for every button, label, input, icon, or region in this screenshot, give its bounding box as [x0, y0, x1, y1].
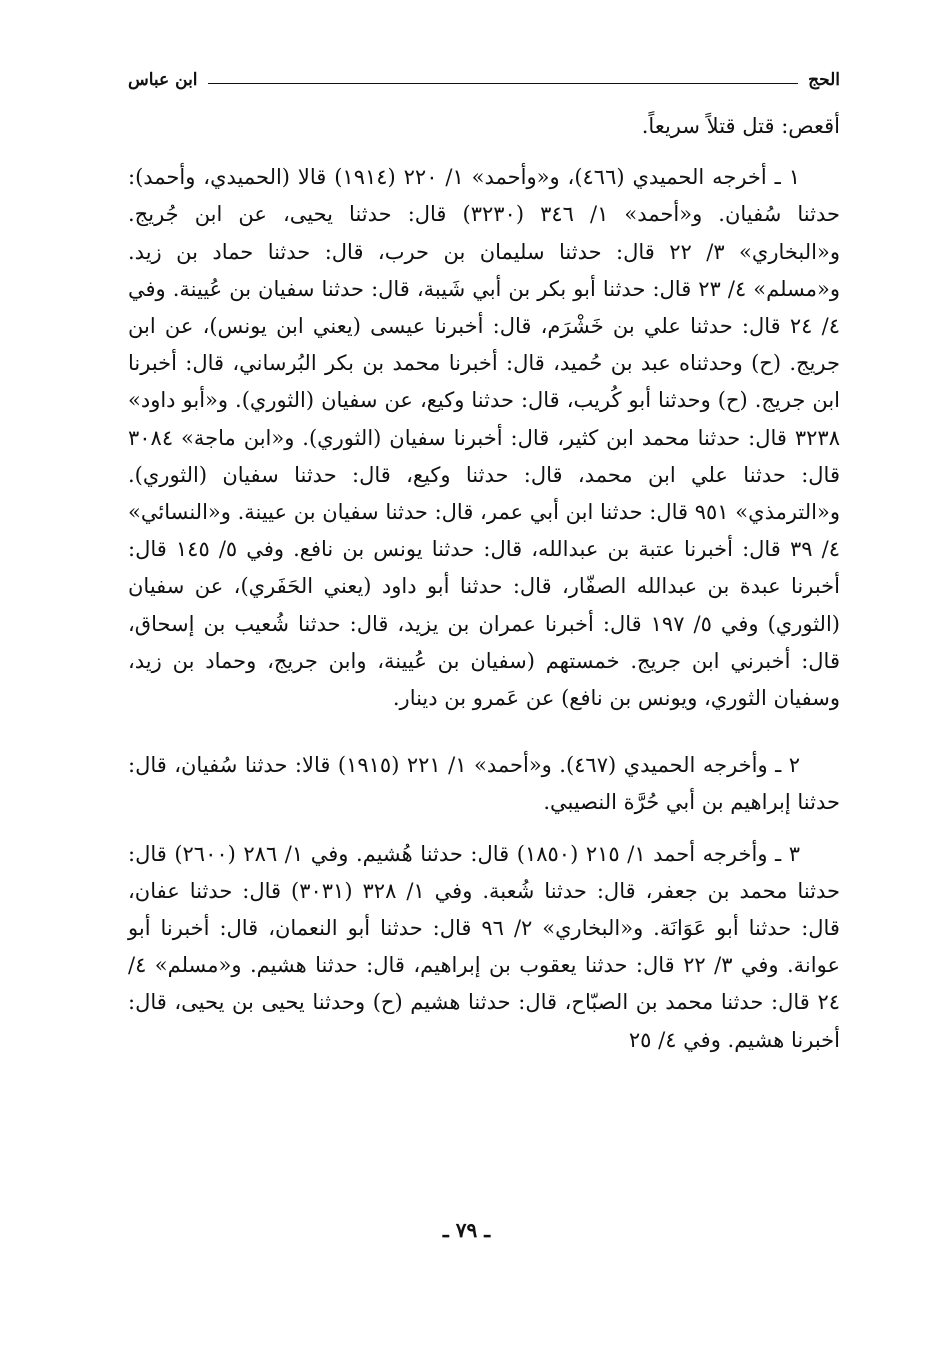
running-header — [128, 66, 840, 94]
page-number: ـ ٧٩ ـ — [442, 1218, 491, 1242]
takhrij-entry-2: ٢ ـ وأخرجه الحميدي (٤٦٧). و«أحمد» ١/ ٢٢١ (١٩١٥) قالا: حدثنا سُفيان، قال: حدثنا إبراهيم بن أبي حُرَّة النصيبي. — [128, 753, 840, 815]
spacer — [128, 717, 840, 747]
takhrij-entry-3: ٣ ـ وأخرجه أحمد ١/ ٢١٥ (١٨٥٠) قال: حدثنا هُشيم. وفي ١/ ٢٨٦ (٢٦٠٠) قال: حدثنا محمد بن جعفر، قال: حدثنا شُعبة. وفي ١/ ٣٢٨ (٣٠٣١) قال: حدثنا عفان، قال: حدثنا أبو عَوَانَة. و«البخاري» ٢/ ٩٦ قال: حدثنا أبو النعمان، قال: أخبرنا أبو عوانة. وفي ٣/ ٢٢ قال: حدثنا يعقوب بن إبراهيم، قال: حدثنا هشيم. و«مسلم» ٤/ ٢٤ قال: حدثنا محمد بن الصبّاح، قال: حدثنا هشيم (ح) وحدثنا يحيى بن يحيى، قال: أخبرنا هشيم. وفي ٤/ ٢٥ — [128, 841, 840, 1052]
chapter-title: الحج — [808, 70, 840, 90]
main-text — [128, 108, 840, 1059]
spacer — [128, 822, 840, 836]
takhrij-entry-1: ١ ـ أخرجه الحميدي (٤٦٦)، و«وأحمد» ١/ ٢٢٠ (١٩١٤) قالا (الحميدي، وأحمد): حدثنا سُفيان. و«أحمد» ١/ ٣٤٦ (٣٢٣٠) قال: حدثنا يحيى، عن ابن جُريج. و«البخاري» ٣/ ٢٢ قال: حدثنا سليمان بن حرب، قال: حدثنا حماد بن زيد. و«مسلم» ٤/ ٢٣ قال: حدثنا أبو بكر بن أبي شَيبة، قال: حدثنا سفيان بن عُيينة. وفي ٤/ ٢٤ قال: حدثنا علي بن خَشْرَم، قال: أخبرنا عيسى (يعني ابن يونس)، عن ابن جريج. (ح) وحدثناه عبد بن حُميد، قال: أخبرنا محمد بن بكر البُرساني، قال: أخبرنا ابن جريج. (ح) وحدثنا أبو كُريب، قال: حدثنا وكيع، عن سفيان (الثوري). و«أبو داود» ٣٢٣٨ قال: حدثنا محمد ابن كثير، قال: أخبرنا سفيان (الثوري). و«ابن ماجة» ٣٠٨٤ قال: حدثنا علي ابن محمد، قال: حدثنا وكيع، قال: حدثنا سفيان (الثوري). و«الترمذي» ٩٥١ قال: حدثنا ابن أبي عمر، قال: حدثنا سفيان بن عيينة. و«النسائي» ٤/ ٣٩ قال: أخبرنا عتبة بن عبدالله، قال: حدثنا يونس بن نافع. وفي ٥/ ١٤٥ قال: أخبرنا عبدة بن عبدالله الصفّار، قال: حدثنا أبو داود (يعني الحَفَري)، عن سفيان (الثوري) وفي ٥/ ١٩٧ قال: أخبرنا عمران بن يزيد، قال: حدثنا شُعيب بن إسحاق، قال: أخبرني ابن جريج. خمستهم (سفيان بن عُيينة، وابن جريج، وحماد بن زيد، وسفيان الثوري، ويونس بن نافع) عن عَمرو بن دينار. — [128, 165, 840, 711]
spacer — [128, 145, 840, 159]
header-rule — [208, 83, 799, 84]
gloss-line: أقعص: قتل قتلاً سريعاً. — [641, 114, 840, 138]
section-title: ابن عباس — [128, 70, 198, 90]
